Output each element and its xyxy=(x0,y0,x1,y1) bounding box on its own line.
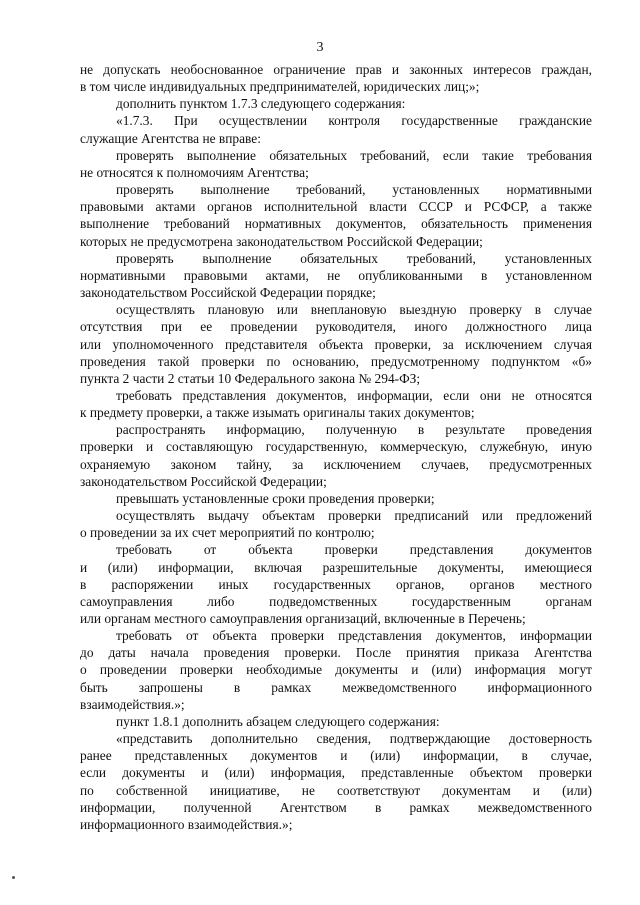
text-line: «представить дополнительно сведения, подтверждающие достоверность xyxy=(116,731,592,747)
scan-dot-mark xyxy=(12,876,15,879)
text-line: пункт 1.8.1 дополнить абзацем следующего содержания: xyxy=(116,713,440,729)
paragraph xyxy=(80,112,592,146)
text-line: распространять информацию, полученную в результате проведения xyxy=(116,422,592,438)
text-line: в том числе индивидуальных предпринимателей, юридических лиц;»; xyxy=(80,79,480,95)
text-line: информации, полученной Агентством в рамках межведомственного xyxy=(80,799,592,815)
text-line: проверять выполнение обязательных требований, установленных xyxy=(116,250,592,266)
text-line: проведения такой проверки по основанию, предусмотренному подпунктом «б» xyxy=(80,353,592,369)
text-line: взаимодействия.»; xyxy=(80,696,185,712)
paragraph xyxy=(80,627,592,713)
text-line: осуществлять выдачу объектам проверки предписаний или предложений xyxy=(116,508,592,524)
text-line: дополнить пунктом 1.7.3 следующего содержания: xyxy=(116,96,406,112)
paragraph xyxy=(80,421,592,490)
paragraph xyxy=(80,147,592,181)
paragraph xyxy=(80,95,592,112)
text-line: не относятся к полномочиям Агентства; xyxy=(80,164,309,180)
text-line: по собственной инициативе, не соответствуют документам и (или) xyxy=(80,782,592,798)
text-line: самоуправления либо подведомственных государственным органам xyxy=(80,593,592,609)
text-line: в распоряжении иных государственных органов, органов местного xyxy=(80,576,592,592)
text-line: и (или) информации, включая разрешительные документы, имеющиеся xyxy=(80,559,592,575)
text-line: осуществлять плановую или внеплановую выездную проверку в случае xyxy=(116,302,592,318)
paragraph xyxy=(80,730,592,833)
text-line: ранее представленных документов и (или) информации, в случае, xyxy=(80,748,592,764)
text-line: пункта 2 части 2 статьи 10 Федерального закона № 294-ФЗ; xyxy=(80,370,421,386)
paragraph xyxy=(80,250,592,301)
text-line: проверки и составляющую государственную, коммерческую, служебную, иную xyxy=(80,439,592,455)
paragraph xyxy=(80,61,592,95)
text-line: правовыми актами органов исполнительной власти СССР и РСФСР, а также xyxy=(80,199,592,215)
text-line: до даты начала проведения проверки. После принятия приказа Агентства xyxy=(80,645,592,661)
text-line: проверять выполнение обязательных требований, если такие требования xyxy=(116,147,592,163)
paragraph xyxy=(80,301,592,387)
paragraph xyxy=(80,713,592,730)
text-line: законодательством Российской Федерации порядке; xyxy=(80,285,376,301)
text-line: «1.7.3. При осуществлении контроля государственные гражданские xyxy=(116,113,592,129)
paragraph xyxy=(80,181,592,250)
text-line: нормативными правовыми актами, не опубликованными в установленном xyxy=(80,267,592,283)
text-line: требовать от объекта проверки представления документов xyxy=(116,542,592,558)
text-line: не допускать необоснованное ограничение прав и законных интересов граждан, xyxy=(80,62,592,77)
text-line: служащие Агентства не вправе: xyxy=(80,130,261,146)
paragraph xyxy=(80,387,592,421)
text-line: информационного взаимодействия.»; xyxy=(80,816,293,832)
text-line: выполнение требований нормативных документов, обязательность применения xyxy=(80,216,592,232)
text-line: охраняемую законом тайну, за исключением случаев, предусмотренных xyxy=(80,456,592,472)
text-line: законодательством Российской Федерации; xyxy=(80,473,327,489)
text-line: отсутствия при ее проведении руководителя, иного должностного лица xyxy=(80,319,592,335)
page-number: 3 xyxy=(316,40,324,55)
text-line: быть запрошены в рамках межведомственного информационного xyxy=(80,679,592,695)
text-line: к предмету проверки, а также изымать оригиналы таких документов; xyxy=(80,405,475,421)
text-line: или органам местного самоуправления организаций, включенные в Перечень; xyxy=(80,611,526,626)
text-line: если документы и (или) информация, представленные объектом проверки xyxy=(80,765,592,781)
text-line: о проведении проверки необходимые документы и (или) информация могут xyxy=(80,662,592,678)
text-line: о проведении за их счет мероприятий по контролю; xyxy=(80,525,375,541)
text-line: которых не предусмотрена законодательством Российской Федерации; xyxy=(80,233,483,249)
paragraph xyxy=(80,541,592,627)
paragraph xyxy=(80,507,592,541)
text-line: требовать от объекта проверки представления документов, информации xyxy=(116,628,592,644)
text-line: проверять выполнение требований, установленных нормативными xyxy=(116,182,592,198)
document-body xyxy=(80,61,592,833)
text-line: требовать представления документов, информации, если они не относятся xyxy=(116,387,592,403)
paragraph xyxy=(80,490,592,507)
text-line: превышать установленные сроки проведения проверки; xyxy=(116,490,435,506)
text-line: или уполномоченного представителя объекта проверки, за исключением случая xyxy=(80,336,592,352)
